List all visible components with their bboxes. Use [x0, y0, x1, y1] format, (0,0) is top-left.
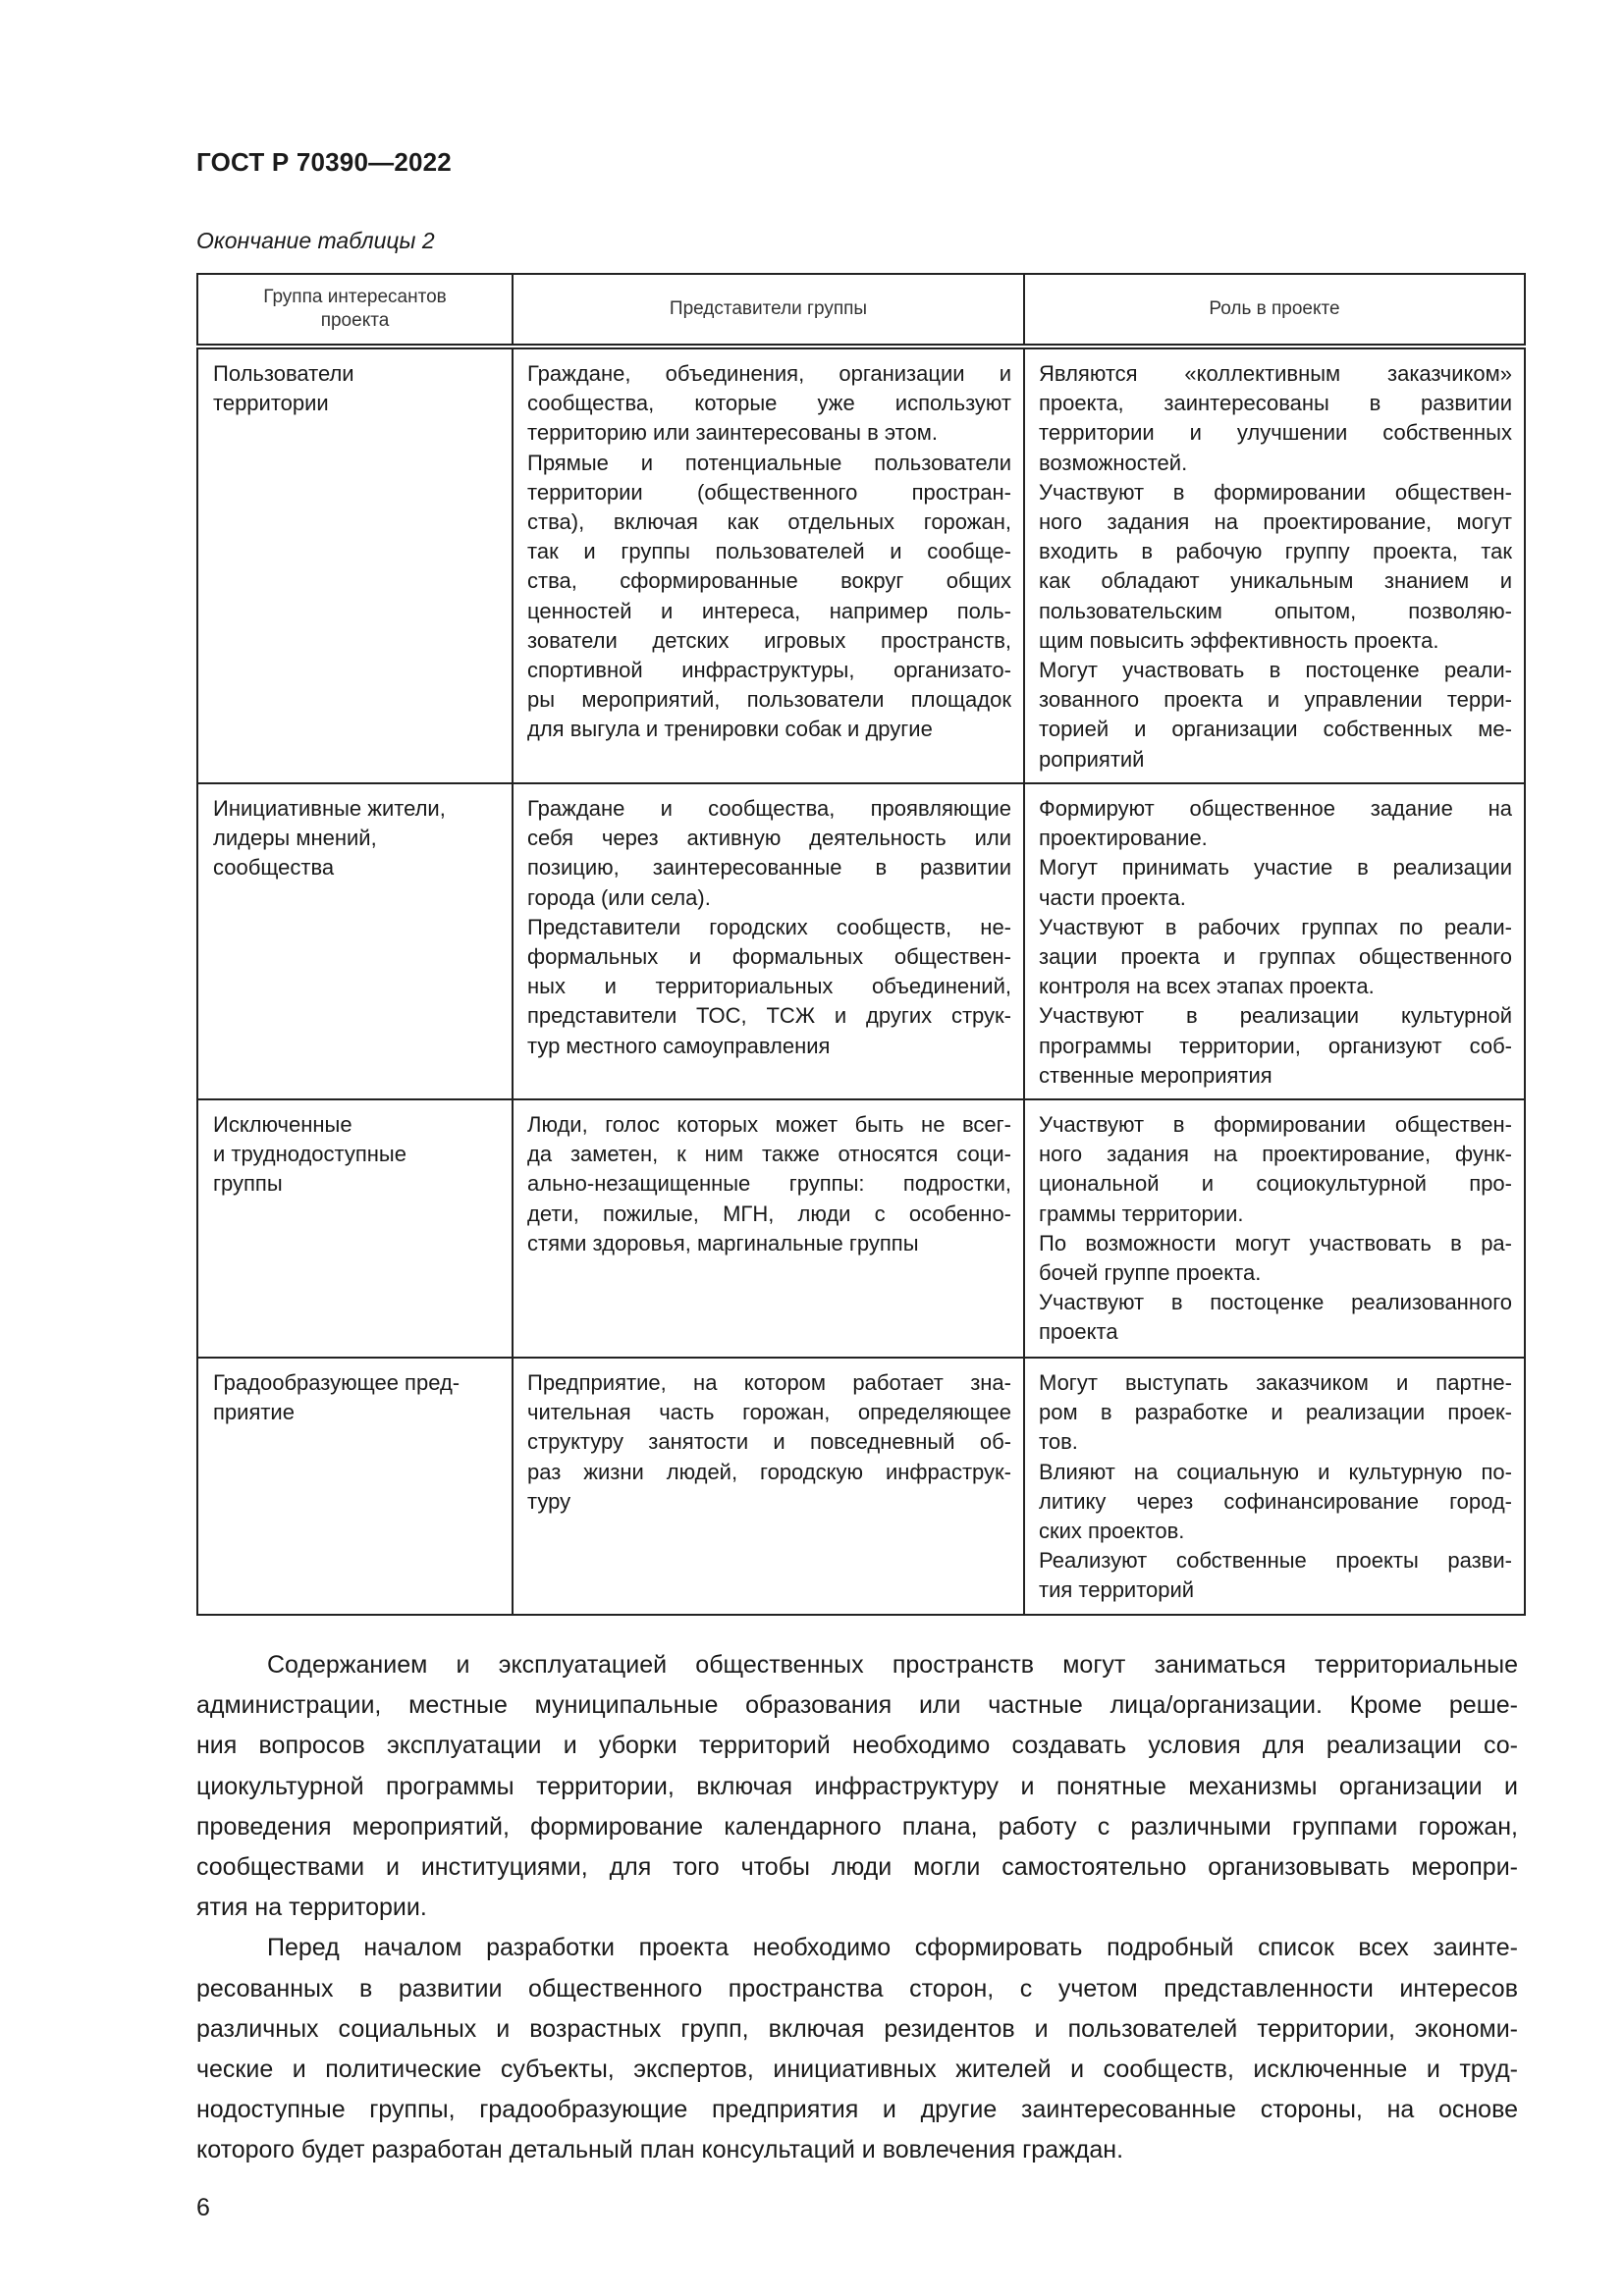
- text-line: пользовательским опытом, позволяю-: [1039, 598, 1512, 623]
- cell-paragraph: [527, 794, 1011, 913]
- text-line: ры мероприятий, пользователи площадок: [527, 687, 1011, 713]
- text-line: Участвуют в формировании обществен-: [1039, 1112, 1512, 1138]
- cell-paragraph: [1039, 1110, 1512, 1229]
- text-line: Формируют общественное задание на: [1039, 796, 1512, 821]
- text-line: различных социальных и возрастных групп, включая резидентов и пользователей территории, экономи-: [196, 2014, 1518, 2043]
- text-line: циональной и социокультурной про-: [1039, 1171, 1512, 1197]
- cell-paragraph: [1039, 359, 1512, 478]
- cell-paragraph: [527, 1368, 1011, 1517]
- column-header-members: Представители группы: [513, 274, 1024, 347]
- cell-role: [1024, 347, 1525, 783]
- page-number: 6: [196, 2193, 210, 2221]
- text-line: граммы территории.: [1039, 1201, 1244, 1226]
- cell-paragraph: [1039, 1368, 1512, 1458]
- text-line: входить в рабочую группу проекта, так: [1039, 539, 1512, 564]
- text-line: проведения мероприятий, формирование календарного плана, работу с различными группами горожан,: [196, 1812, 1518, 1841]
- text-line: зации проекта и группах общественного: [1039, 944, 1512, 970]
- text-line: позицию, заинтересованные в развитии: [527, 855, 1011, 881]
- text-line: ного задания на проектирование, функ-: [1039, 1142, 1512, 1167]
- table-row: [197, 1099, 1525, 1358]
- table-caption: Окончание таблицы 2: [196, 228, 435, 253]
- cell-members: [513, 347, 1024, 783]
- text-line: роприятий: [1039, 746, 1145, 772]
- body-paragraph: [196, 1645, 1518, 1928]
- text-line: литику через софинансирование город-: [1039, 1488, 1512, 1514]
- text-line: Прямые и потенциальные пользователи: [527, 450, 1011, 475]
- text-line: ства), включая как отдельных горожан,: [527, 509, 1011, 535]
- text-line: ром в разработке и реализации проек-: [1039, 1400, 1512, 1425]
- column-header-group-label: Группа интересантов проекта: [263, 287, 447, 331]
- text-line: да заметен, к ним также относятся соци-: [527, 1142, 1011, 1167]
- text-line: сообщества: [213, 855, 335, 881]
- text-line: сообщества, которые уже используют: [527, 391, 1011, 416]
- text-line: Участвуют в рабочих группах по реали-: [1039, 914, 1512, 939]
- text-line: тов.: [1039, 1429, 1078, 1455]
- column-header-role: Роль в проекте: [1024, 274, 1525, 347]
- text-line: Участвуют в постоценке реализованного: [1039, 1290, 1512, 1315]
- table-row: [197, 1358, 1525, 1615]
- cell-members: [513, 783, 1024, 1099]
- table-row: [197, 347, 1525, 783]
- cell-group: [197, 783, 513, 1099]
- text-line: щим повысить эффективность проекта.: [1039, 627, 1439, 653]
- text-line: формальных и формальных обществен-: [527, 944, 1011, 970]
- text-line: зованного проекта и управлении терри-: [1039, 687, 1512, 713]
- text-line: ных и территориальных объединений,: [527, 974, 1011, 999]
- cell-paragraph: [1039, 1229, 1512, 1288]
- text-line: для выгула и тренировки собак и другие: [527, 717, 933, 742]
- text-line: Градообразующее пред-: [213, 1370, 460, 1396]
- text-line: торией и организации собственных ме-: [1039, 717, 1512, 742]
- text-line: Являются «коллективным заказчиком»: [1039, 361, 1512, 386]
- text-line: ния вопросов эксплуатации и уборки территорий необходимо создавать условия для реализации со-: [196, 1732, 1518, 1760]
- text-line: части проекта.: [1039, 884, 1186, 910]
- cell-group: [197, 1099, 513, 1358]
- text-line: Могут выступать заказчиком и партне-: [1039, 1370, 1512, 1396]
- text-line: Участвуют в реализации культурной: [1039, 1003, 1512, 1029]
- text-line: ческие и политические субъекты, экспертов, инициативных жителей и сообществ, исключенные и труд-: [196, 2056, 1518, 2084]
- text-line: Люди, голос которых может быть не всег-: [527, 1112, 1011, 1138]
- cell-role: [1024, 1099, 1525, 1358]
- cell-paragraph: [1039, 1288, 1512, 1347]
- text-line: контроля на всех этапах проекта.: [1039, 974, 1375, 999]
- cell-paragraph: [527, 1110, 1011, 1258]
- cell-role: [1024, 783, 1525, 1099]
- text-line: так и группы пользователей и сообще-: [527, 539, 1011, 564]
- text-line: и труднодоступные: [213, 1142, 406, 1167]
- text-line: Предприятие, на котором работает зна-: [527, 1370, 1011, 1396]
- text-line: сообществами и институциями, для того чтобы люди могли самостоятельно организовывать меропри-: [196, 1853, 1518, 1882]
- text-line: ственные мероприятия: [1039, 1062, 1272, 1088]
- text-line: Инициативные жители,: [213, 796, 446, 821]
- text-line: бочей группе проекта.: [1039, 1260, 1262, 1286]
- text-line: группы: [213, 1171, 283, 1197]
- cell-members: [513, 1358, 1024, 1615]
- table-header-row: [197, 274, 1525, 347]
- text-line: как обладают уникальным знанием и: [1039, 568, 1512, 594]
- body-text: [196, 1645, 1518, 2171]
- cell-paragraph: [1039, 1546, 1512, 1605]
- text-line: возможностей.: [1039, 450, 1188, 475]
- cell-paragraph: [213, 1368, 500, 1427]
- text-line: себя через активную деятельность или: [527, 826, 1011, 851]
- text-line: Могут участвовать в постоценке реали-: [1039, 658, 1512, 683]
- cell-paragraph: [527, 449, 1011, 745]
- text-line: зователи детских игровых пространств,: [527, 627, 1011, 653]
- text-line: ценностей и интереса, например поль-: [527, 598, 1011, 623]
- cell-paragraph: [213, 794, 500, 883]
- text-line: программы территории, организуют соб-: [1039, 1033, 1512, 1058]
- text-line: приятие: [213, 1400, 295, 1425]
- table-body: [197, 347, 1525, 1615]
- cell-group: [197, 347, 513, 783]
- text-line: Участвуют в формировании обществен-: [1039, 479, 1512, 505]
- text-line: Исключенные: [213, 1112, 352, 1138]
- text-line: проектирование.: [1039, 826, 1208, 851]
- text-line: ства, сформированные вокруг общих: [527, 568, 1011, 594]
- text-line: территории: [213, 391, 329, 416]
- column-header-group: [197, 274, 513, 347]
- text-line: Представители городских сообществ, не-: [527, 914, 1011, 939]
- text-line: Реализуют собственные проекты разви-: [1039, 1548, 1512, 1574]
- text-line: нодоступные группы, градообразующие предприятия и другие заинтересованные стороны, на основе: [196, 2096, 1518, 2124]
- text-line: лидеры мнений,: [213, 826, 377, 851]
- text-line: ного задания на проектирование, могут: [1039, 509, 1512, 535]
- text-line: города (или села).: [527, 884, 711, 910]
- cell-paragraph: [1039, 1458, 1512, 1547]
- cell-members: [513, 1099, 1024, 1358]
- page-content: [196, 273, 1518, 2222]
- cell-paragraph: [527, 359, 1011, 449]
- cell-role: [1024, 1358, 1525, 1615]
- text-line: Содержанием и эксплуатацией общественных пространств могут заниматься территориальные: [267, 1651, 1518, 1680]
- document-id: ГОСТ Р 70390—2022: [196, 147, 452, 177]
- text-line: территорию или заинтересованы в этом.: [527, 420, 938, 446]
- cell-paragraph: [1039, 656, 1512, 774]
- text-line: администрации, местные муниципальные образования или частные лица/организации. Кроме реше-: [196, 1691, 1518, 1720]
- text-line: тур местного самоуправления: [527, 1033, 831, 1058]
- text-line: тия территорий: [1039, 1577, 1195, 1603]
- text-line: спортивной инфраструктуры, организато-: [527, 658, 1011, 683]
- text-line: раз жизни людей, городскую инфраструк-: [527, 1459, 1011, 1484]
- text-line: чительная часть горожан, определяющее: [527, 1400, 1011, 1425]
- cell-paragraph: [213, 359, 500, 418]
- text-line: Граждане и сообщества, проявляющие: [527, 796, 1011, 821]
- text-line: дети, пожилые, МГН, люди с особенно-: [527, 1201, 1011, 1226]
- cell-paragraph: [527, 913, 1011, 1061]
- text-line: туру: [527, 1488, 571, 1514]
- cell-paragraph: [1039, 478, 1512, 656]
- table-row: [197, 783, 1525, 1099]
- cell-paragraph: [1039, 853, 1512, 912]
- text-line: циокультурной программы территории, включая инфраструктуру и понятные механизмы организации и: [196, 1772, 1518, 1800]
- text-line: По возможности могут участвовать в ра-: [1039, 1230, 1512, 1255]
- cell-paragraph: [1039, 913, 1512, 1002]
- cell-paragraph: [1039, 1001, 1512, 1091]
- text-line: территории и улучшении собственных: [1039, 420, 1512, 446]
- text-line: которого будет разработан детальный план консультаций и вовлечения граждан.: [196, 2136, 1124, 2164]
- text-line: проекта: [1039, 1319, 1118, 1345]
- text-line: структуру занятости и повседневный об-: [527, 1429, 1011, 1455]
- cell-paragraph: [1039, 794, 1512, 853]
- text-line: стями здоровья, маргинальные группы: [527, 1230, 919, 1255]
- text-line: Пользователи: [213, 361, 354, 386]
- text-line: Могут принимать участие в реализации: [1039, 855, 1512, 881]
- text-line: ских проектов.: [1039, 1519, 1185, 1544]
- text-line: территории (общественного простран-: [527, 479, 1011, 505]
- cell-group: [197, 1358, 513, 1615]
- text-line: проекта, заинтересованы в развитии: [1039, 391, 1512, 416]
- body-paragraph: [196, 1928, 1518, 2170]
- cell-paragraph: [213, 1110, 500, 1200]
- stakeholders-table: [196, 273, 1526, 1616]
- text-line: ально-незащищенные группы: подростки,: [527, 1171, 1011, 1197]
- text-line: ятия на территории.: [196, 1894, 427, 1922]
- text-line: ресованных в развитии общественного пространства сторон, с учетом представленности интересов: [196, 1974, 1518, 2002]
- text-line: Влияют на социальную и культурную по-: [1039, 1459, 1512, 1484]
- text-line: Перед началом разработки проекта необходимо сформировать подробный список всех заинте-: [267, 1934, 1518, 1962]
- text-line: Граждане, объединения, организации и: [527, 361, 1011, 386]
- text-line: представители ТОС, ТСЖ и других струк-: [527, 1003, 1011, 1029]
